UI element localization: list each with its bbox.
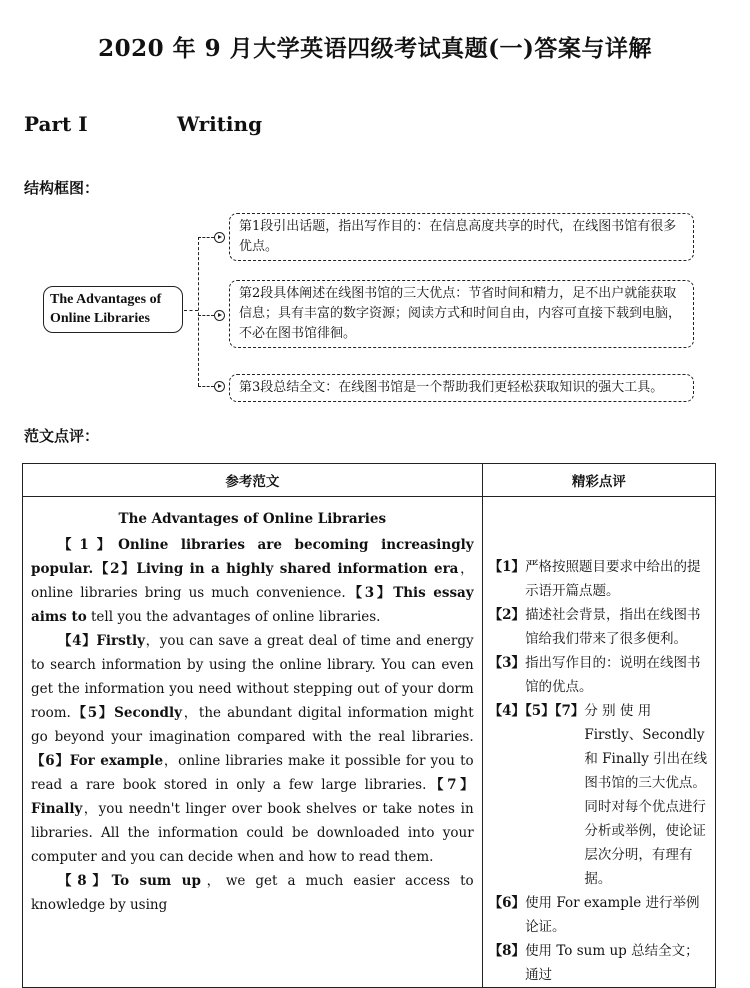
comment-cell [482, 497, 715, 988]
essay-paragraph-2: 【4】Firstly，you can save a great deal of time and energy to search information by using the online library. You can even get the information you need without stepping out of your dorm room.【5】Secondly，the abundant digital information might go beyond your imagination compared with the real libraries.【6】For example，online libraries make it possible for you to read a rare book stored in only a few large libraries.【7】Finally，you needn't linger over book shelves or take notes in libraries. All the information could be downloaded into your computer and you can decide when and how to read them. [31, 633, 474, 865]
essay-cell [23, 497, 483, 988]
essay-column-header: 参考范文 [23, 464, 483, 497]
page-title: 2020 年 9 月大学英语四级考试真题(一)答案与详解 [98, 35, 652, 62]
branch-3 [198, 386, 214, 387]
comment-item: 【4】【5】【7】 分 别 使 用 Firstly、Secondly 和 Finally 引出在线图书馆的三大优点。同时对每个优点进行分析或举例，使论证层次分明，有理有据。 [488, 703, 708, 887]
topic-box [43, 286, 183, 333]
essay-table [22, 463, 716, 988]
arrow-1-icon [214, 232, 225, 243]
topic-line-1: The Advantages of [50, 292, 162, 307]
essay-paragraph-1: 【1】Online libraries are becoming increasingly popular.【2】Living in a highly shared information era，online libraries bring us much convenience.【3】This essay aims to tell you the advantages of online libraries. [31, 537, 474, 625]
comment-item: 【2】 描述社会背景，指出在线图书馆给我们带来了很多便利。 [488, 607, 701, 647]
essay-paragraph-3: 【8】To sum up，we get a much easier access to knowledge by using [31, 873, 474, 913]
comment-item: 【3】 指出写作目的：说明在线图书馆的优点。 [488, 655, 701, 695]
arrow-2-icon [214, 310, 225, 321]
structure-label: 结构框图： [24, 179, 100, 197]
branch-line [198, 237, 199, 386]
part-number: Part Ⅰ [24, 112, 88, 136]
paragraph-1-box: 第1段引出话题，指出写作目的：在信息高度共享的时代，在线图书馆有很多优点。 [229, 213, 694, 261]
topic-line-2: Online Libraries [50, 311, 150, 326]
essay-title: The Advantages of Online Libraries [118, 511, 387, 527]
part-name: Writing [177, 112, 263, 136]
comment-item: 【6】 使用 For example 进行举例论证。 [488, 895, 700, 935]
branch-2 [198, 315, 214, 316]
paragraph-2-box: 第2段具体阐述在线图书馆的三大优点：节省时间和精力，足不出户就能获取信息；具有丰富的数字资源；阅读方式和时间自由，内容可直接下载到电脑，不必在图书馆徘徊。 [229, 280, 694, 348]
comment-column-header: 精彩点评 [482, 464, 715, 497]
comment-item: 【1】 严格按照题目要求中给出的提示语开篇点题。 [488, 559, 701, 599]
comment-item: 【8】 使用 To sum up 总结全文；通过 [488, 943, 699, 983]
structure-diagram [0, 200, 750, 415]
part-heading [24, 112, 263, 136]
paragraph-3-box: 第3段总结全文：在线图书馆是一个帮助我们更轻松获取知识的强大工具。 [229, 374, 694, 402]
review-label: 范文点评： [24, 427, 100, 445]
branch-1 [198, 237, 214, 238]
topic-connector [184, 310, 198, 311]
arrow-3-icon [214, 381, 225, 392]
